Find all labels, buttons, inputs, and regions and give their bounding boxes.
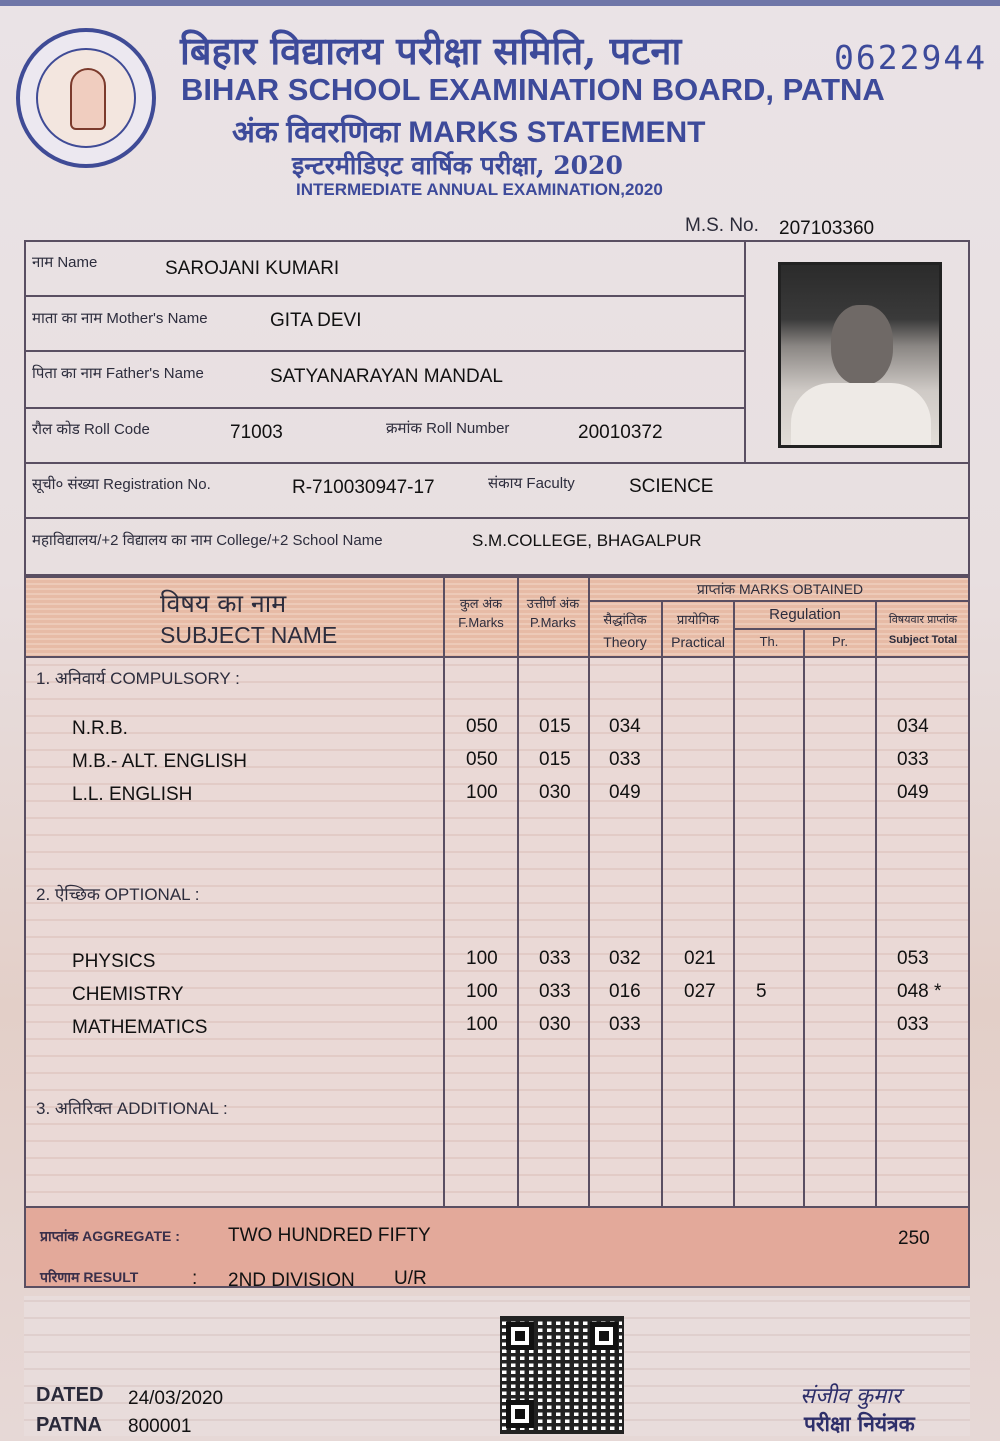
- divider: [588, 600, 970, 602]
- aggregate-label: प्राप्तांक AGGREGATE :: [40, 1228, 180, 1244]
- subject-name: CHEMISTRY: [72, 984, 184, 1005]
- divider: [875, 600, 877, 1206]
- divider: [24, 656, 970, 658]
- qr-finder: [506, 1400, 534, 1428]
- full-marks: 050: [466, 749, 498, 770]
- divider: [661, 600, 663, 1206]
- exam-name-hindi: इन्टरमीडिएट वार्षिक परीक्षा, 2020: [292, 151, 623, 180]
- divider: [733, 628, 875, 630]
- controller-title: परीक्षा नियंत्रक: [804, 1411, 915, 1436]
- faculty: SCIENCE: [629, 476, 714, 497]
- theory-header-hindi: सैद्धांतिक: [603, 612, 647, 627]
- theory-marks: 049: [609, 782, 641, 803]
- qr-finder: [590, 1322, 618, 1350]
- qr-finder: [506, 1322, 534, 1350]
- name-label: नाम Name: [32, 254, 98, 271]
- full-marks-header-hindi: कुल अंक: [459, 596, 503, 611]
- divider: [588, 576, 590, 1206]
- subject-header-hindi: विषय का नाम: [160, 589, 287, 618]
- mother-name: GITA DEVI: [270, 310, 362, 331]
- seal-inner-ring: [36, 48, 136, 148]
- section-compulsory: 1. अनिवार्य COMPULSORY :: [36, 669, 240, 688]
- roll-number-label: क्रमांक Roll Number: [386, 420, 510, 437]
- serial-number: 0622944: [834, 38, 988, 77]
- student-photo: [778, 262, 942, 448]
- registration-label: सूची० संख्या Registration No.: [32, 476, 211, 493]
- aggregate-total: 250: [898, 1228, 930, 1249]
- pass-marks: 030: [539, 782, 571, 803]
- subject-total-header-english: Subject Total: [888, 634, 958, 646]
- subject-total: 049: [897, 782, 929, 803]
- result-colon: :: [192, 1268, 198, 1289]
- divider: [443, 576, 445, 1206]
- divider: [24, 1206, 970, 1208]
- marks-table-body-band: [26, 658, 968, 1208]
- divider: [517, 576, 519, 1206]
- result-division: 2ND DIVISION: [228, 1270, 355, 1291]
- divider: [24, 462, 970, 464]
- subject-total: 034: [897, 716, 929, 737]
- theory-marks: 034: [609, 716, 641, 737]
- faculty-label: संकाय Faculty: [488, 475, 575, 492]
- divider: [744, 240, 746, 462]
- roll-code-label: रौल कोड Roll Code: [32, 421, 150, 438]
- aggregate-words: TWO HUNDRED FIFTY: [228, 1225, 431, 1246]
- mother-name-label: माता का नाम Mother's Name: [32, 310, 208, 327]
- statement-title: अंक विवरणिका MARKS STATEMENT: [232, 116, 706, 149]
- subject-total: 033: [897, 749, 929, 770]
- pass-marks: 030: [539, 1014, 571, 1035]
- college-label: महाविद्यालय/+2 विद्यालय का नाम College/+2 School Name: [32, 532, 383, 549]
- full-marks: 050: [466, 716, 498, 737]
- divider: [733, 600, 735, 1206]
- board-name-hindi: बिहार विद्यालय परीक्षा समिति, पटना: [180, 28, 682, 73]
- registration-number: R-710030947-17: [292, 477, 435, 498]
- theory-marks: 033: [609, 1014, 641, 1035]
- subject-name: L.L. ENGLISH: [72, 784, 193, 805]
- student-name: SAROJANI KUMARI: [165, 258, 340, 279]
- top-border: [0, 0, 1000, 6]
- theory-marks: 032: [609, 948, 641, 969]
- practical-header-english: Practical: [671, 634, 725, 650]
- qr-code: [500, 1316, 624, 1434]
- subject-name: M.B.- ALT. ENGLISH: [72, 751, 247, 772]
- divider: [24, 407, 746, 409]
- full-marks: 100: [466, 948, 498, 969]
- controller-signature: संजीव कुमार: [800, 1384, 901, 1409]
- board-seal-logo: [16, 28, 156, 168]
- aggregate-band: [26, 1208, 968, 1286]
- marks-obtained-header: प्राप्तांक MARKS OBTAINED: [696, 581, 864, 597]
- photo-body: [791, 383, 931, 448]
- ms-no-value: 207103360: [779, 218, 875, 239]
- theory-header-english: Theory: [603, 634, 647, 650]
- regulation-practical-header: Pr.: [832, 634, 848, 649]
- seal-figure-icon: [70, 68, 106, 130]
- theory-marks: 016: [609, 981, 641, 1002]
- pass-marks: 015: [539, 716, 571, 737]
- divider: [24, 350, 746, 352]
- subject-total: 048 *: [897, 981, 942, 1002]
- subject-total-header-hindi: विषयवार प्राप्तांक: [888, 614, 958, 626]
- dated-value: 24/03/2020: [128, 1388, 224, 1409]
- subject-header-english: SUBJECT NAME: [160, 622, 338, 648]
- subject-total: 033: [897, 1014, 929, 1035]
- pass-marks-header-hindi: उत्तीर्ण अंक: [526, 596, 580, 611]
- photo-face: [831, 305, 893, 385]
- place-pincode: 800001: [128, 1416, 192, 1437]
- subject-name: MATHEMATICS: [72, 1017, 208, 1038]
- result-code: U/R: [394, 1268, 427, 1289]
- full-marks: 100: [466, 782, 498, 803]
- ms-no-label: M.S. No.: [685, 215, 759, 236]
- college-name: S.M.COLLEGE, BHAGALPUR: [472, 531, 702, 550]
- theory-marks: 033: [609, 749, 641, 770]
- father-name-label: पिता का नाम Father's Name: [32, 365, 204, 382]
- full-marks: 100: [466, 1014, 498, 1035]
- place-label: PATNA: [36, 1414, 102, 1436]
- practical-header-hindi: प्रायोगिक: [676, 612, 720, 627]
- full-marks: 100: [466, 981, 498, 1002]
- regulation-theory-header: Th.: [759, 634, 779, 649]
- father-name: SATYANARAYAN MANDAL: [270, 366, 503, 387]
- full-marks-header-english: F.Marks: [458, 615, 504, 630]
- dated-label: DATED: [36, 1384, 104, 1406]
- section-optional: 2. ऐच्छिक OPTIONAL :: [36, 885, 200, 904]
- pass-marks-header-english: P.Marks: [530, 615, 576, 630]
- practical-marks: 021: [684, 948, 716, 969]
- board-name-english: BIHAR SCHOOL EXAMINATION BOARD, PATNA: [181, 72, 885, 107]
- divider: [803, 628, 805, 1206]
- practical-marks: 027: [684, 981, 716, 1002]
- roll-code: 71003: [230, 422, 283, 443]
- regulation-header: Regulation: [769, 606, 841, 623]
- pass-marks: 015: [539, 749, 571, 770]
- result-label: परिणाम RESULT: [40, 1269, 139, 1285]
- pass-marks: 033: [539, 948, 571, 969]
- regulation-theory-marks: 5: [756, 981, 767, 1002]
- subject-name: N.R.B.: [72, 718, 128, 739]
- divider: [24, 295, 746, 297]
- subject-total: 053: [897, 948, 929, 969]
- pass-marks: 033: [539, 981, 571, 1002]
- exam-name-english: INTERMEDIATE ANNUAL EXAMINATION,2020: [296, 180, 663, 199]
- roll-number: 20010372: [578, 422, 663, 443]
- divider: [24, 517, 970, 519]
- subject-name: PHYSICS: [72, 951, 156, 972]
- section-additional: 3. अतिरिक्त ADDITIONAL :: [36, 1099, 228, 1118]
